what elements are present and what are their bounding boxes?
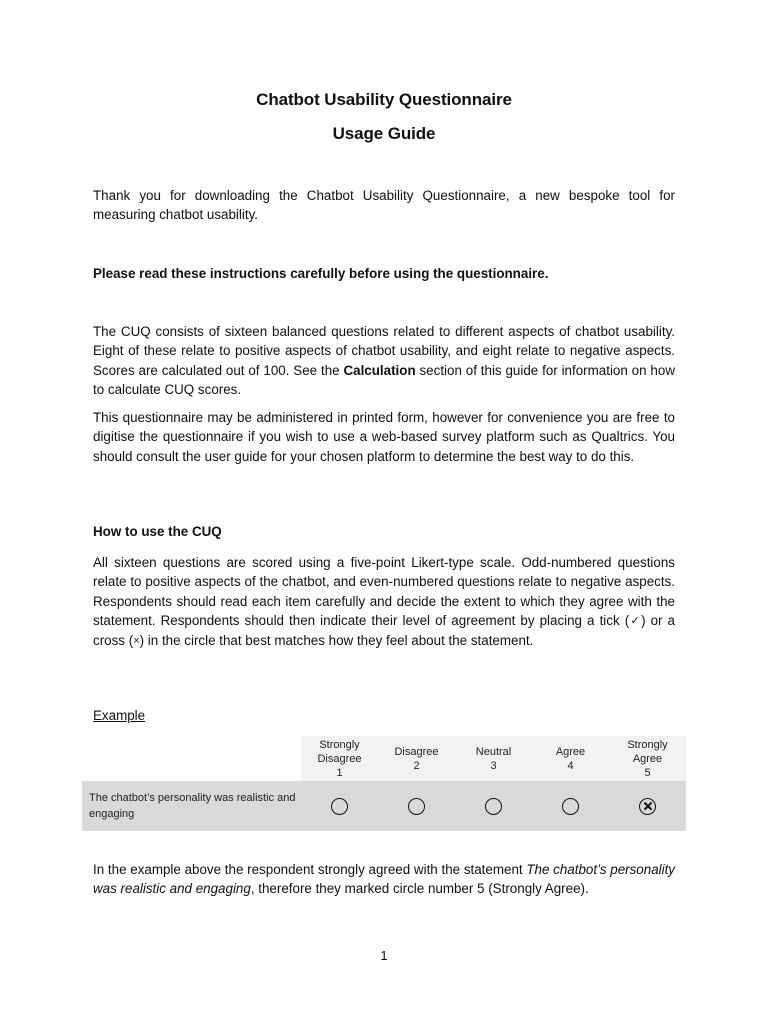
- calculation-section-reference: Calculation: [343, 362, 416, 378]
- intro-paragraph: Thank you for downloading the Chatbot Usability Questionnaire, a new bespoke tool for measuring chatbot usability.: [93, 188, 675, 223]
- radio-circle-icon-2[interactable]: [408, 798, 425, 815]
- likert-scale-header: [301, 736, 686, 781]
- scale-column-neutral: Neutral 3: [475, 745, 512, 772]
- scale-column-strongly-agree: Strongly Agree 5: [627, 738, 668, 779]
- page-number: 1: [380, 948, 388, 963]
- how-to-heading: How to use the CUQ: [93, 524, 222, 539]
- example-statement-italic: The chatbot’s personality was realistic and engaging: [93, 862, 676, 897]
- crossed-circle-icon-5[interactable]: [639, 798, 656, 815]
- cross-icon: ×: [133, 635, 140, 648]
- radio-circle-icon-1[interactable]: [331, 798, 348, 815]
- example-label: Example: [93, 708, 146, 723]
- administration-paragraph: This questionnaire may be administered in printed form, however for convenience you are free to digitise the questionnaire if you wish to use a web-based survey platform such as Qualtrics. You should consult the user guide for your chosen platform to determine the best way to do this.: [93, 410, 675, 464]
- how-to-paragraph: All sixteen questions are scored using a five-point Likert-type scale. Odd-numbered questions relate to positive aspects of the chatbot, and even-numbered questions relate to negative aspects. Respondents should read each item carefully and decide the extent to which they agree with the statement. Respondents should then indicate their level of agreement by placing a tick (✓) or a cross (×) in the circle that best matches how they feel about the statement.: [93, 555, 675, 649]
- document-title: Chatbot Usability Questionnaire: [256, 90, 512, 109]
- scale-column-disagree: Disagree 2: [394, 745, 439, 772]
- document-subtitle: Usage Guide: [332, 124, 436, 143]
- radio-circle-icon-4[interactable]: [562, 798, 579, 815]
- question-statement: The chatbot’s personality was realistic and engaging: [89, 792, 296, 820]
- explanation-paragraph: In the example above the respondent strongly agreed with the statement The chatbot’s personality was realistic and engaging, therefore they marked circle number 5 (Strongly Agree).: [93, 862, 676, 897]
- scale-column-strongly-disagree: Strongly Disagree 1: [317, 738, 362, 779]
- scale-column-agree: Agree 4: [555, 745, 586, 772]
- example-question-row: [82, 781, 686, 831]
- instruction-notice: Please read these instructions carefully before using the questionnaire.: [93, 266, 549, 281]
- overview-paragraph: The CUQ consists of sixteen balanced questions related to different aspects of chatbot usability. Eight of these relate to positive aspects of chatbot usability, and eight relate to negative aspects. Scores are calculated out of 100. See the Calculation section of this guide for information on how to calculate CUQ scores.: [93, 324, 675, 397]
- tick-icon: ✓: [629, 614, 642, 627]
- radio-circle-icon-3[interactable]: [485, 798, 502, 815]
